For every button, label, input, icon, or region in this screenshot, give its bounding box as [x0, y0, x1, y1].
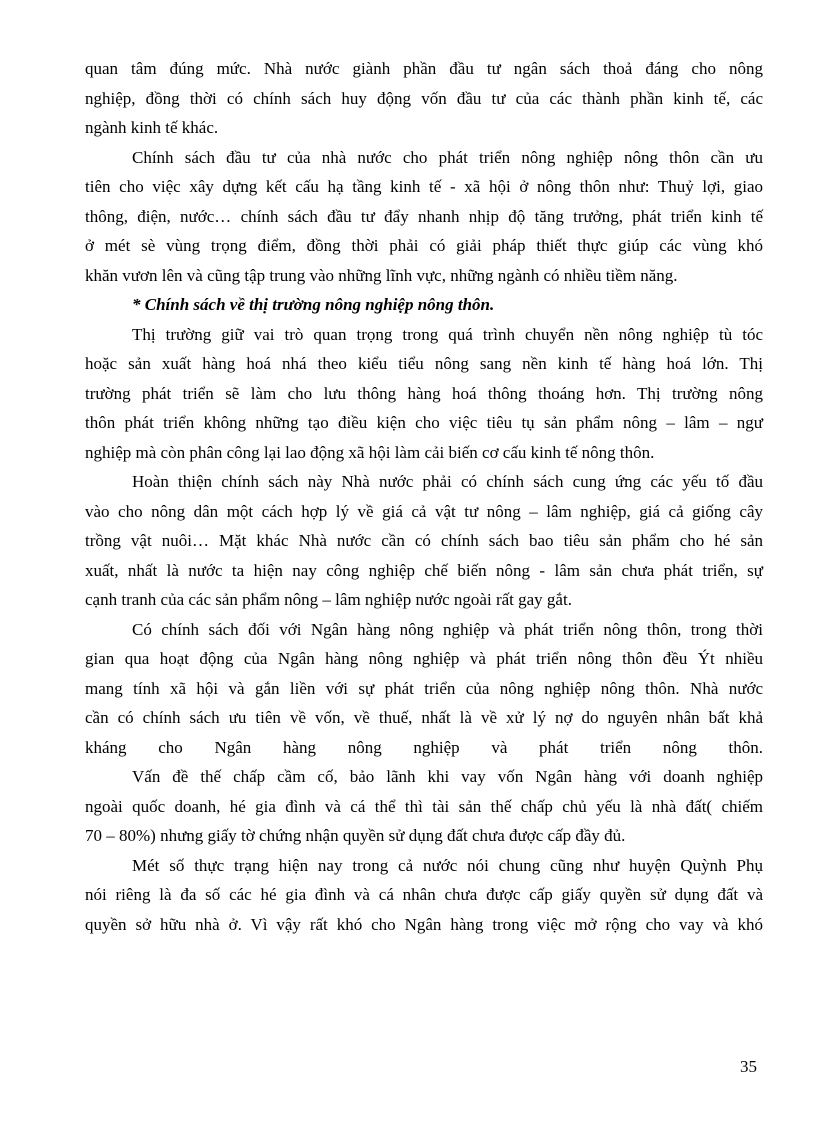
text-line: nói riêng là đa số các hé gia đình và cá nhân chưa được cấp giấy quyền sử dụng đất và — [85, 885, 763, 904]
text-line: Thị trường giữ vai trò quan trọng trong quá trình chuyển nền nông nghiệp tù tóc — [132, 324, 763, 344]
paragraph-p3 — [85, 320, 763, 468]
text-line: ở mét sè vùng trọng điểm, đồng thời phải có giải pháp thiết thực giúp các vùng khó — [85, 236, 763, 255]
text-line: Hoàn thiện chính sách này Nhà nước phải có chính sách cung ứng các yếu tố đầu — [132, 472, 763, 491]
text-line: xuất, nhất là nước ta hiện nay công nghiệp chế biến nông - lâm sản chưa phát triển, sự — [85, 560, 763, 580]
text-line: thông, điện, nước… chính sách đầu tư đẩy nhanh nhịp độ tăng trưởng, phát triển kinh tế — [85, 206, 763, 226]
paragraph-p5 — [85, 615, 763, 763]
paragraph-p7 — [85, 851, 763, 940]
text-line: Chính sách đầu tư của nhà nước cho phát triển nông nghiệp nông thôn cần ưu — [132, 147, 763, 167]
text-line: ngành kinh tế khác. — [85, 118, 219, 137]
text-line: cạnh tranh của các sản phẩm nông – lâm nghiệp nước ngoài rất gay gắt. — [85, 590, 572, 609]
paragraph-p6 — [85, 762, 763, 851]
paragraph-p4 — [85, 467, 763, 615]
text-line: khăn vươn lên và cũng tập trung vào những lĩnh vực, những ngành có nhiều tiềm năng. — [85, 265, 678, 285]
text-line: Có chính sách đối với Ngân hàng nông nghiệp và phát triển nông thôn, trong thời — [132, 619, 763, 639]
text-line: cần có chính sách ưu tiên về vốn, về thuế, nhất là về xử lý nợ do nguyên nhân bất khả — [85, 708, 763, 727]
text-line: quan tâm đúng mức. Nhà nước giành phần đầu tư ngân sách thoả đáng cho nông — [85, 59, 763, 78]
text-line: kháng cho Ngân hàng nông nghiệp và phát triển nông thôn. — [85, 737, 763, 757]
paragraph-p2 — [85, 143, 763, 291]
text-line: 70 – 80%) nhưng giấy tờ chứng nhận quyền sử dụng đất chưa được cấp đầy đủ. — [85, 826, 626, 845]
text-line: nghiệp, đồng thời có chính sách huy động vốn đầu tư của các thành phần kinh tế, các — [85, 88, 763, 108]
text-line: hoặc sản xuất hàng hoá nhá theo kiểu tiểu nông sang nền kinh tế hàng hoá lớn. Thị — [85, 354, 763, 373]
paragraph-p1 — [85, 54, 763, 143]
text-line: Vấn đề thế chấp cầm cố, bảo lãnh khi vay vốn Ngân hàng với doanh nghiệp — [132, 767, 763, 786]
text-line: trồng vật nuôi… Mặt khác Nhà nước cần có chính sách bao tiêu sản phẩm cho hé sản — [85, 531, 763, 550]
text-line: Mét số thực trạng hiện nay trong cả nước nói chung cũng như huyện Quỳnh Phụ — [132, 855, 763, 875]
text-line: trường phát triển sẽ làm cho lưu thông hàng hoá thông thoáng hơn. Thị trường nông — [85, 383, 763, 403]
text-line: tiên cho việc xây dựng kết cấu hạ tầng kinh tế - xã hội ở nông thôn như: Thuỷ lợi, giao — [85, 177, 763, 196]
text-line: thôn phát triển không những tạo điều kiện cho việc tiêu tụ sản phẩm nông – lâm – ngư — [85, 413, 763, 432]
text-line: nghiệp mà còn phân công lại lao động xã hội làm cải biến cơ cấu kinh tế nông thôn. — [85, 442, 655, 462]
text-line: gian qua hoạt động của Ngân hàng nông nghiệp và phát triển nông thôn đều Ýt nhiều — [85, 649, 763, 668]
page-number: 35 — [740, 1057, 757, 1076]
text-line: ngoài quốc doanh, hé gia đình và cá thể thì tài sản thế chấp chủ yếu là nhà đất( chiếm — [85, 796, 763, 816]
text-line: vào cho nông dân một cách hợp lý về giá cả vật tư nông – lâm nghiệp, giá cả giống cây — [85, 501, 763, 521]
text-line: mang tính xã hội và gắn liền với sự phát triển của nông nghiệp nông thôn. Nhà nước — [85, 678, 763, 698]
section-heading: * Chính sách về thị trường nông nghiệp nông thôn. — [132, 295, 495, 314]
document-body — [85, 54, 763, 939]
text-line: quyền sở hữu nhà ở. Vì vậy rất khó cho Ngân hàng trong việc mở rộng cho vay và khó — [85, 914, 763, 934]
